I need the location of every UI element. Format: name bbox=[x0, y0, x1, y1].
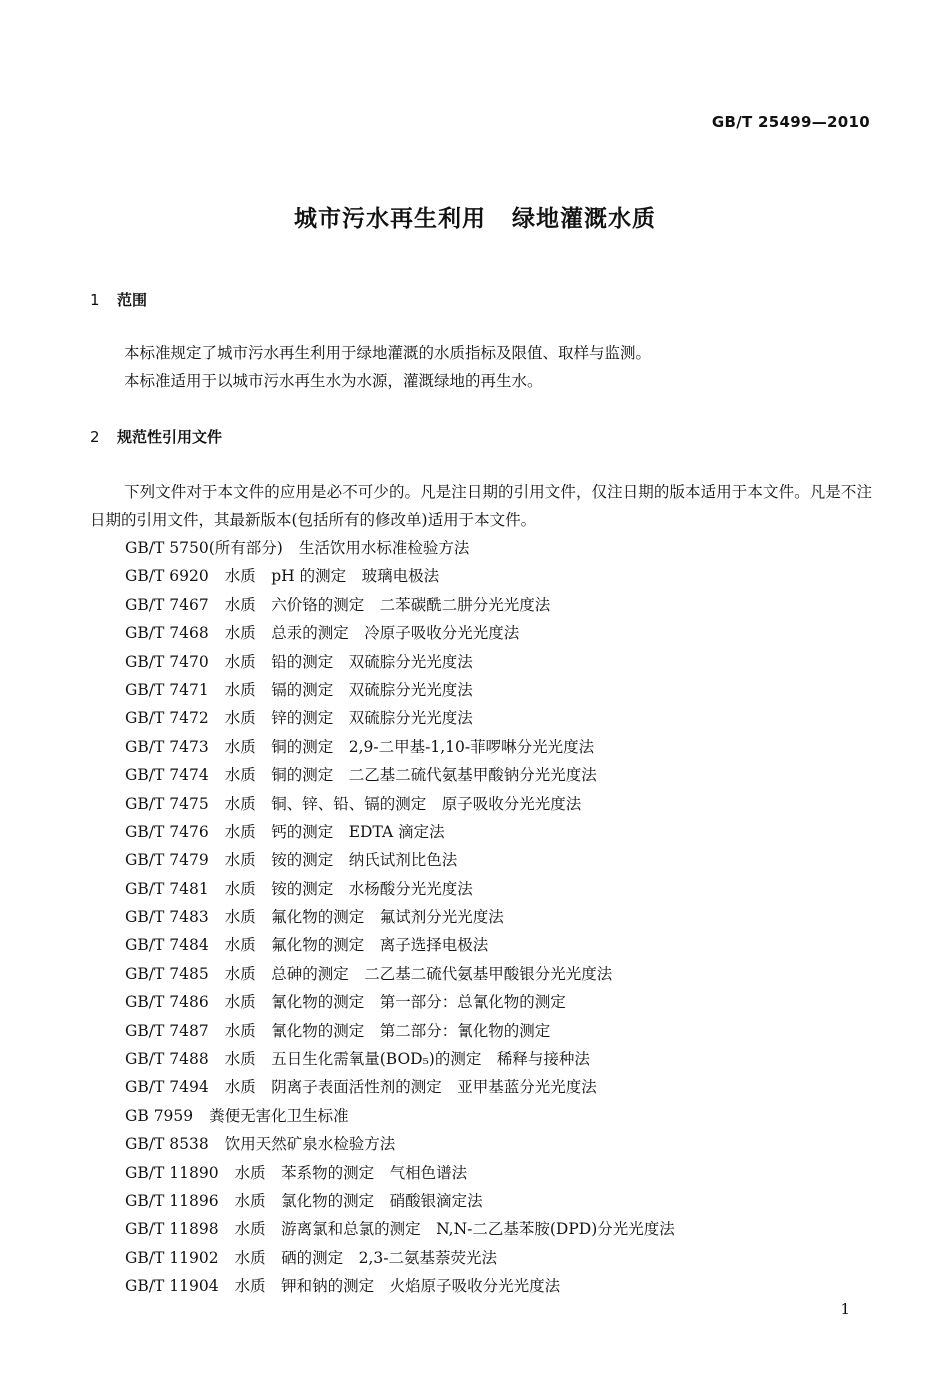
reference-title: 水质 pH 的测定 玻璃电极法 bbox=[224, 567, 440, 586]
reference-item bbox=[125, 1272, 675, 1300]
reference-title: 水质 铜的测定 二乙基二硫代氨基甲酸钠分光光度法 bbox=[224, 766, 597, 785]
reference-code: GB/T 7481 bbox=[125, 879, 209, 898]
section-1-paragraph: 本标准规定了城市污水再生利用于绿地灌溉的水质指标及限值、取样与监测。 bbox=[124, 344, 652, 362]
reference-code: GB/T 7472 bbox=[125, 709, 209, 728]
reference-item bbox=[125, 818, 675, 846]
reference-title: 水质 氟化物的测定 离子选择电极法 bbox=[224, 936, 489, 955]
reference-title: 水质 氟化物的测定 氟试剂分光光度法 bbox=[224, 908, 504, 927]
reference-item bbox=[125, 1045, 675, 1073]
reference-item bbox=[125, 733, 675, 761]
reference-title: 水质 硒的测定 2,3-二氨基萘荧光法 bbox=[234, 1248, 497, 1267]
reference-code: GB/T 7471 bbox=[125, 680, 209, 699]
reference-title: 水质 游离氯和总氯的测定 N,N-二乙基苯胺(DPD)分光光度法 bbox=[234, 1220, 675, 1239]
reference-item bbox=[125, 988, 675, 1016]
reference-item bbox=[125, 875, 675, 903]
reference-code: GB/T 7484 bbox=[125, 936, 209, 955]
reference-code: GB/T 7488 bbox=[125, 1050, 209, 1069]
document-title bbox=[0, 200, 950, 233]
reference-title: 水质 铵的测定 水杨酸分光光度法 bbox=[224, 879, 473, 898]
reference-item bbox=[125, 931, 675, 959]
reference-item bbox=[125, 1130, 675, 1158]
reference-item bbox=[125, 591, 675, 619]
reference-code: GB/T 7494 bbox=[125, 1078, 209, 1097]
reference-title: 水质 氰化物的测定 第一部分：总氰化物的测定 bbox=[224, 993, 566, 1012]
reference-code: GB/T 11902 bbox=[125, 1248, 219, 1267]
reference-code: GB/T 7476 bbox=[125, 822, 209, 841]
reference-item bbox=[125, 562, 675, 590]
reference-title: 水质 阴离子表面活性剂的测定 亚甲基蓝分光光度法 bbox=[224, 1078, 597, 1097]
section-2-intro: 下列文件对于本文件的应用是必不可少的。凡是注日期的引用文件，仅注日期的版本适用于本文件。凡是不注日期的引用文件，其最新版本(包括所有的修改单)适用于本文件。 bbox=[90, 483, 872, 529]
reference-title: 水质 铜的测定 2,9-二甲基-1,10-菲啰啉分光光度法 bbox=[224, 737, 595, 756]
reference-title: 水质 总汞的测定 冷原子吸收分光光度法 bbox=[224, 624, 520, 643]
reference-item bbox=[125, 1159, 675, 1187]
reference-list bbox=[125, 534, 675, 1301]
section-1-number: 1 bbox=[90, 291, 100, 309]
section-2-number: 2 bbox=[90, 428, 100, 446]
title-part-1: 城市污水再生利用 bbox=[294, 206, 486, 232]
reference-title: 水质 锌的测定 双硫腙分光光度法 bbox=[224, 709, 473, 728]
reference-title: 水质 氰化物的测定 第二部分：氰化物的测定 bbox=[224, 1021, 551, 1040]
reference-item bbox=[125, 790, 675, 818]
reference-code: GB/T 8538 bbox=[125, 1135, 209, 1154]
reference-title: 水质 总砷的测定 二乙基二硫代氨基甲酸银分光光度法 bbox=[224, 964, 613, 983]
reference-code: GB/T 7474 bbox=[125, 766, 209, 785]
reference-code: GB/T 7467 bbox=[125, 595, 209, 614]
reference-item bbox=[125, 1187, 675, 1215]
reference-code: GB 7959 bbox=[125, 1106, 194, 1125]
reference-code: GB/T 5750(所有部分) bbox=[125, 539, 283, 557]
reference-item bbox=[125, 1215, 675, 1243]
reference-title: 水质 镉的测定 双硫腙分光光度法 bbox=[224, 680, 473, 699]
reference-code: GB/T 7468 bbox=[125, 624, 209, 643]
section-1-paragraph: 本标准适用于以城市污水再生水为水源，灌溉绿地的再生水。 bbox=[124, 372, 543, 390]
title-part-2: 绿地灌溉水质 bbox=[512, 206, 656, 232]
reference-item bbox=[125, 1073, 675, 1101]
reference-item bbox=[125, 1102, 675, 1130]
page-number: 1 bbox=[840, 1300, 850, 1318]
reference-code: GB/T 7487 bbox=[125, 1021, 209, 1040]
reference-title: 水质 氯化物的测定 硝酸银滴定法 bbox=[234, 1191, 483, 1210]
section-2-heading bbox=[90, 426, 222, 447]
reference-item bbox=[125, 534, 675, 562]
reference-code: GB/T 11890 bbox=[125, 1163, 219, 1182]
reference-code: GB/T 11904 bbox=[125, 1277, 219, 1296]
reference-title: 水质 铅的测定 双硫腙分光光度法 bbox=[224, 652, 473, 671]
reference-item bbox=[125, 648, 675, 676]
reference-code: GB/T 7485 bbox=[125, 964, 209, 983]
reference-code: GB/T 7483 bbox=[125, 908, 209, 927]
reference-code: GB/T 7486 bbox=[125, 993, 209, 1012]
reference-code: GB/T 6920 bbox=[125, 567, 209, 586]
reference-title: 水质 六价铬的测定 二苯碳酰二肼分光光度法 bbox=[224, 595, 551, 614]
reference-item bbox=[125, 676, 675, 704]
document-code: GB/T 25499—2010 bbox=[711, 113, 870, 131]
reference-code: GB/T 7470 bbox=[125, 652, 209, 671]
reference-title: 水质 铵的测定 纳氏试剂比色法 bbox=[224, 851, 458, 870]
reference-code: GB/T 11898 bbox=[125, 1220, 219, 1239]
section-2-title: 规范性引用文件 bbox=[117, 428, 223, 446]
reference-title: 水质 铜、锌、铅、镉的测定 原子吸收分光光度法 bbox=[224, 794, 582, 813]
reference-item bbox=[125, 704, 675, 732]
reference-code: GB/T 11896 bbox=[125, 1191, 219, 1210]
reference-title: 粪便无害化卫生标准 bbox=[209, 1106, 349, 1125]
reference-title: 饮用天然矿泉水检验方法 bbox=[224, 1135, 396, 1154]
reference-code: GB/T 7479 bbox=[125, 851, 209, 870]
reference-title: 水质 钾和钠的测定 火焰原子吸收分光光度法 bbox=[234, 1277, 561, 1296]
reference-item bbox=[125, 761, 675, 789]
section-1-heading bbox=[90, 289, 147, 310]
reference-title: 水质 五日生化需氧量(BOD₅)的测定 稀释与接种法 bbox=[224, 1050, 590, 1069]
reference-title: 水质 苯系物的测定 气相色谱法 bbox=[234, 1163, 468, 1182]
reference-item bbox=[125, 1244, 675, 1272]
reference-item bbox=[125, 960, 675, 988]
reference-title: 水质 钙的测定 EDTA 滴定法 bbox=[224, 822, 445, 841]
reference-item bbox=[125, 619, 675, 647]
reference-item bbox=[125, 903, 675, 931]
section-1-title: 范围 bbox=[117, 291, 148, 309]
reference-title: 生活饮用水标准检验方法 bbox=[298, 539, 470, 557]
reference-item bbox=[125, 1017, 675, 1045]
reference-item bbox=[125, 846, 675, 874]
reference-code: GB/T 7473 bbox=[125, 737, 209, 756]
reference-code: GB/T 7475 bbox=[125, 794, 209, 813]
